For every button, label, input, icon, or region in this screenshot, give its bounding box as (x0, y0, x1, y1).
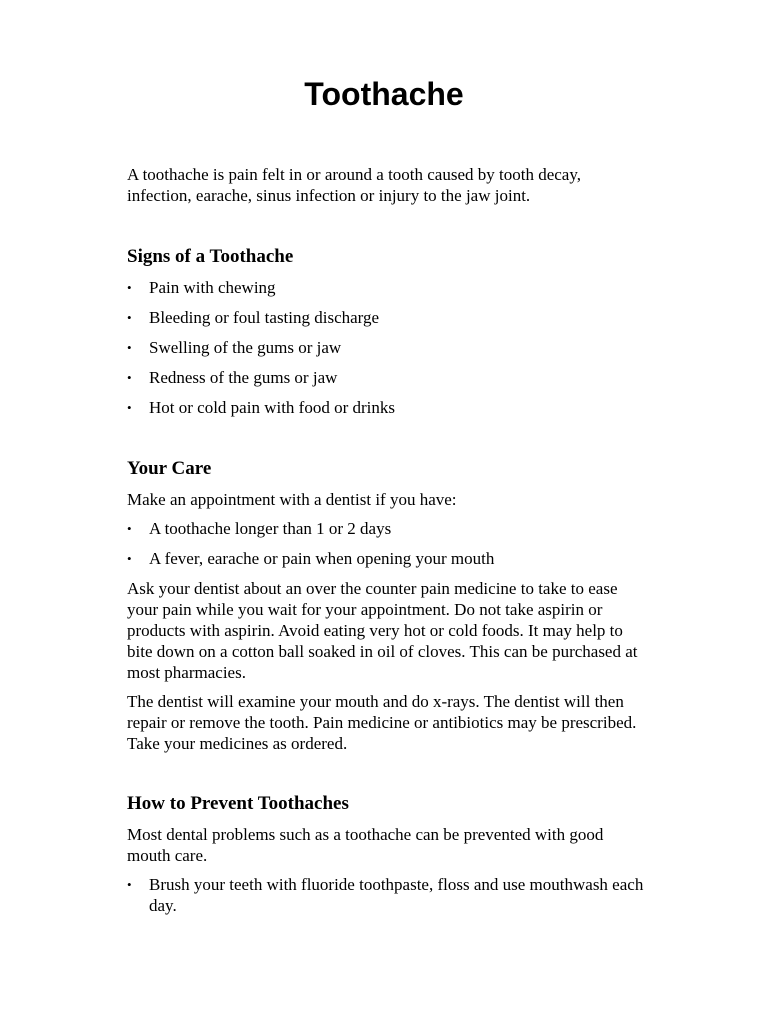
signs-heading: Signs of a Toothache (127, 246, 294, 267)
list-item (127, 367, 647, 388)
prevent-lead: Most dental problems such as a toothache can be prevented with good mouth care. (127, 825, 604, 865)
document-body (127, 164, 647, 925)
list-item (127, 548, 647, 569)
list-item (127, 874, 647, 916)
list-item-text: A fever, earache or pain when opening your mouth (149, 549, 495, 568)
bullet-icon: • (127, 340, 132, 355)
list-item-text: Hot or cold pain with food or drinks (149, 398, 395, 417)
care-list (127, 518, 647, 569)
list-item (127, 518, 647, 539)
care-paragraph-medicine: Ask your dentist about an over the counter pain medicine to take to ease your pain while you wait for your appointment. Do not take aspirin or products with aspirin. Avoid eating very hot or cold foods. It may help to bite down on a cotton ball soaked in oil of cloves. This can be purchased at most pharmacies. (127, 579, 638, 682)
bullet-icon: • (127, 521, 132, 536)
bullet-icon: • (127, 310, 132, 325)
bullet-icon: • (127, 877, 132, 892)
prevent-heading: How to Prevent Toothaches (127, 793, 349, 814)
bullet-icon: • (127, 370, 132, 385)
prevent-list (127, 874, 647, 916)
bullet-icon: • (127, 400, 132, 415)
bullet-icon: • (127, 280, 132, 295)
list-item (127, 307, 647, 328)
care-heading: Your Care (127, 458, 212, 479)
list-item (127, 277, 647, 298)
bullet-icon: • (127, 551, 132, 566)
list-item (127, 337, 647, 358)
intro-paragraph: A toothache is pain felt in or around a tooth caused by tooth decay, infection, earache, sinus infection or injury to the jaw joint. (127, 165, 581, 205)
signs-list (127, 277, 647, 418)
list-item-text: Brush your teeth with fluoride toothpaste, floss and use mouthwash each day. (149, 875, 644, 915)
care-lead: Make an appointment with a dentist if you have: (127, 490, 457, 509)
list-item-text: A toothache longer than 1 or 2 days (149, 519, 392, 538)
list-item-text: Swelling of the gums or jaw (149, 338, 342, 357)
list-item-text: Redness of the gums or jaw (149, 368, 338, 387)
care-paragraph-dentist: The dentist will examine your mouth and do x-rays. The dentist will then repair or remove the tooth. Pain medicine or antibiotics may be prescribed. Take your medicines as ordered. (127, 692, 637, 753)
list-item (127, 397, 647, 418)
list-item-text: Bleeding or foul tasting discharge (149, 308, 380, 327)
page-title: Toothache (304, 76, 464, 112)
list-item-text: Pain with chewing (149, 278, 276, 297)
